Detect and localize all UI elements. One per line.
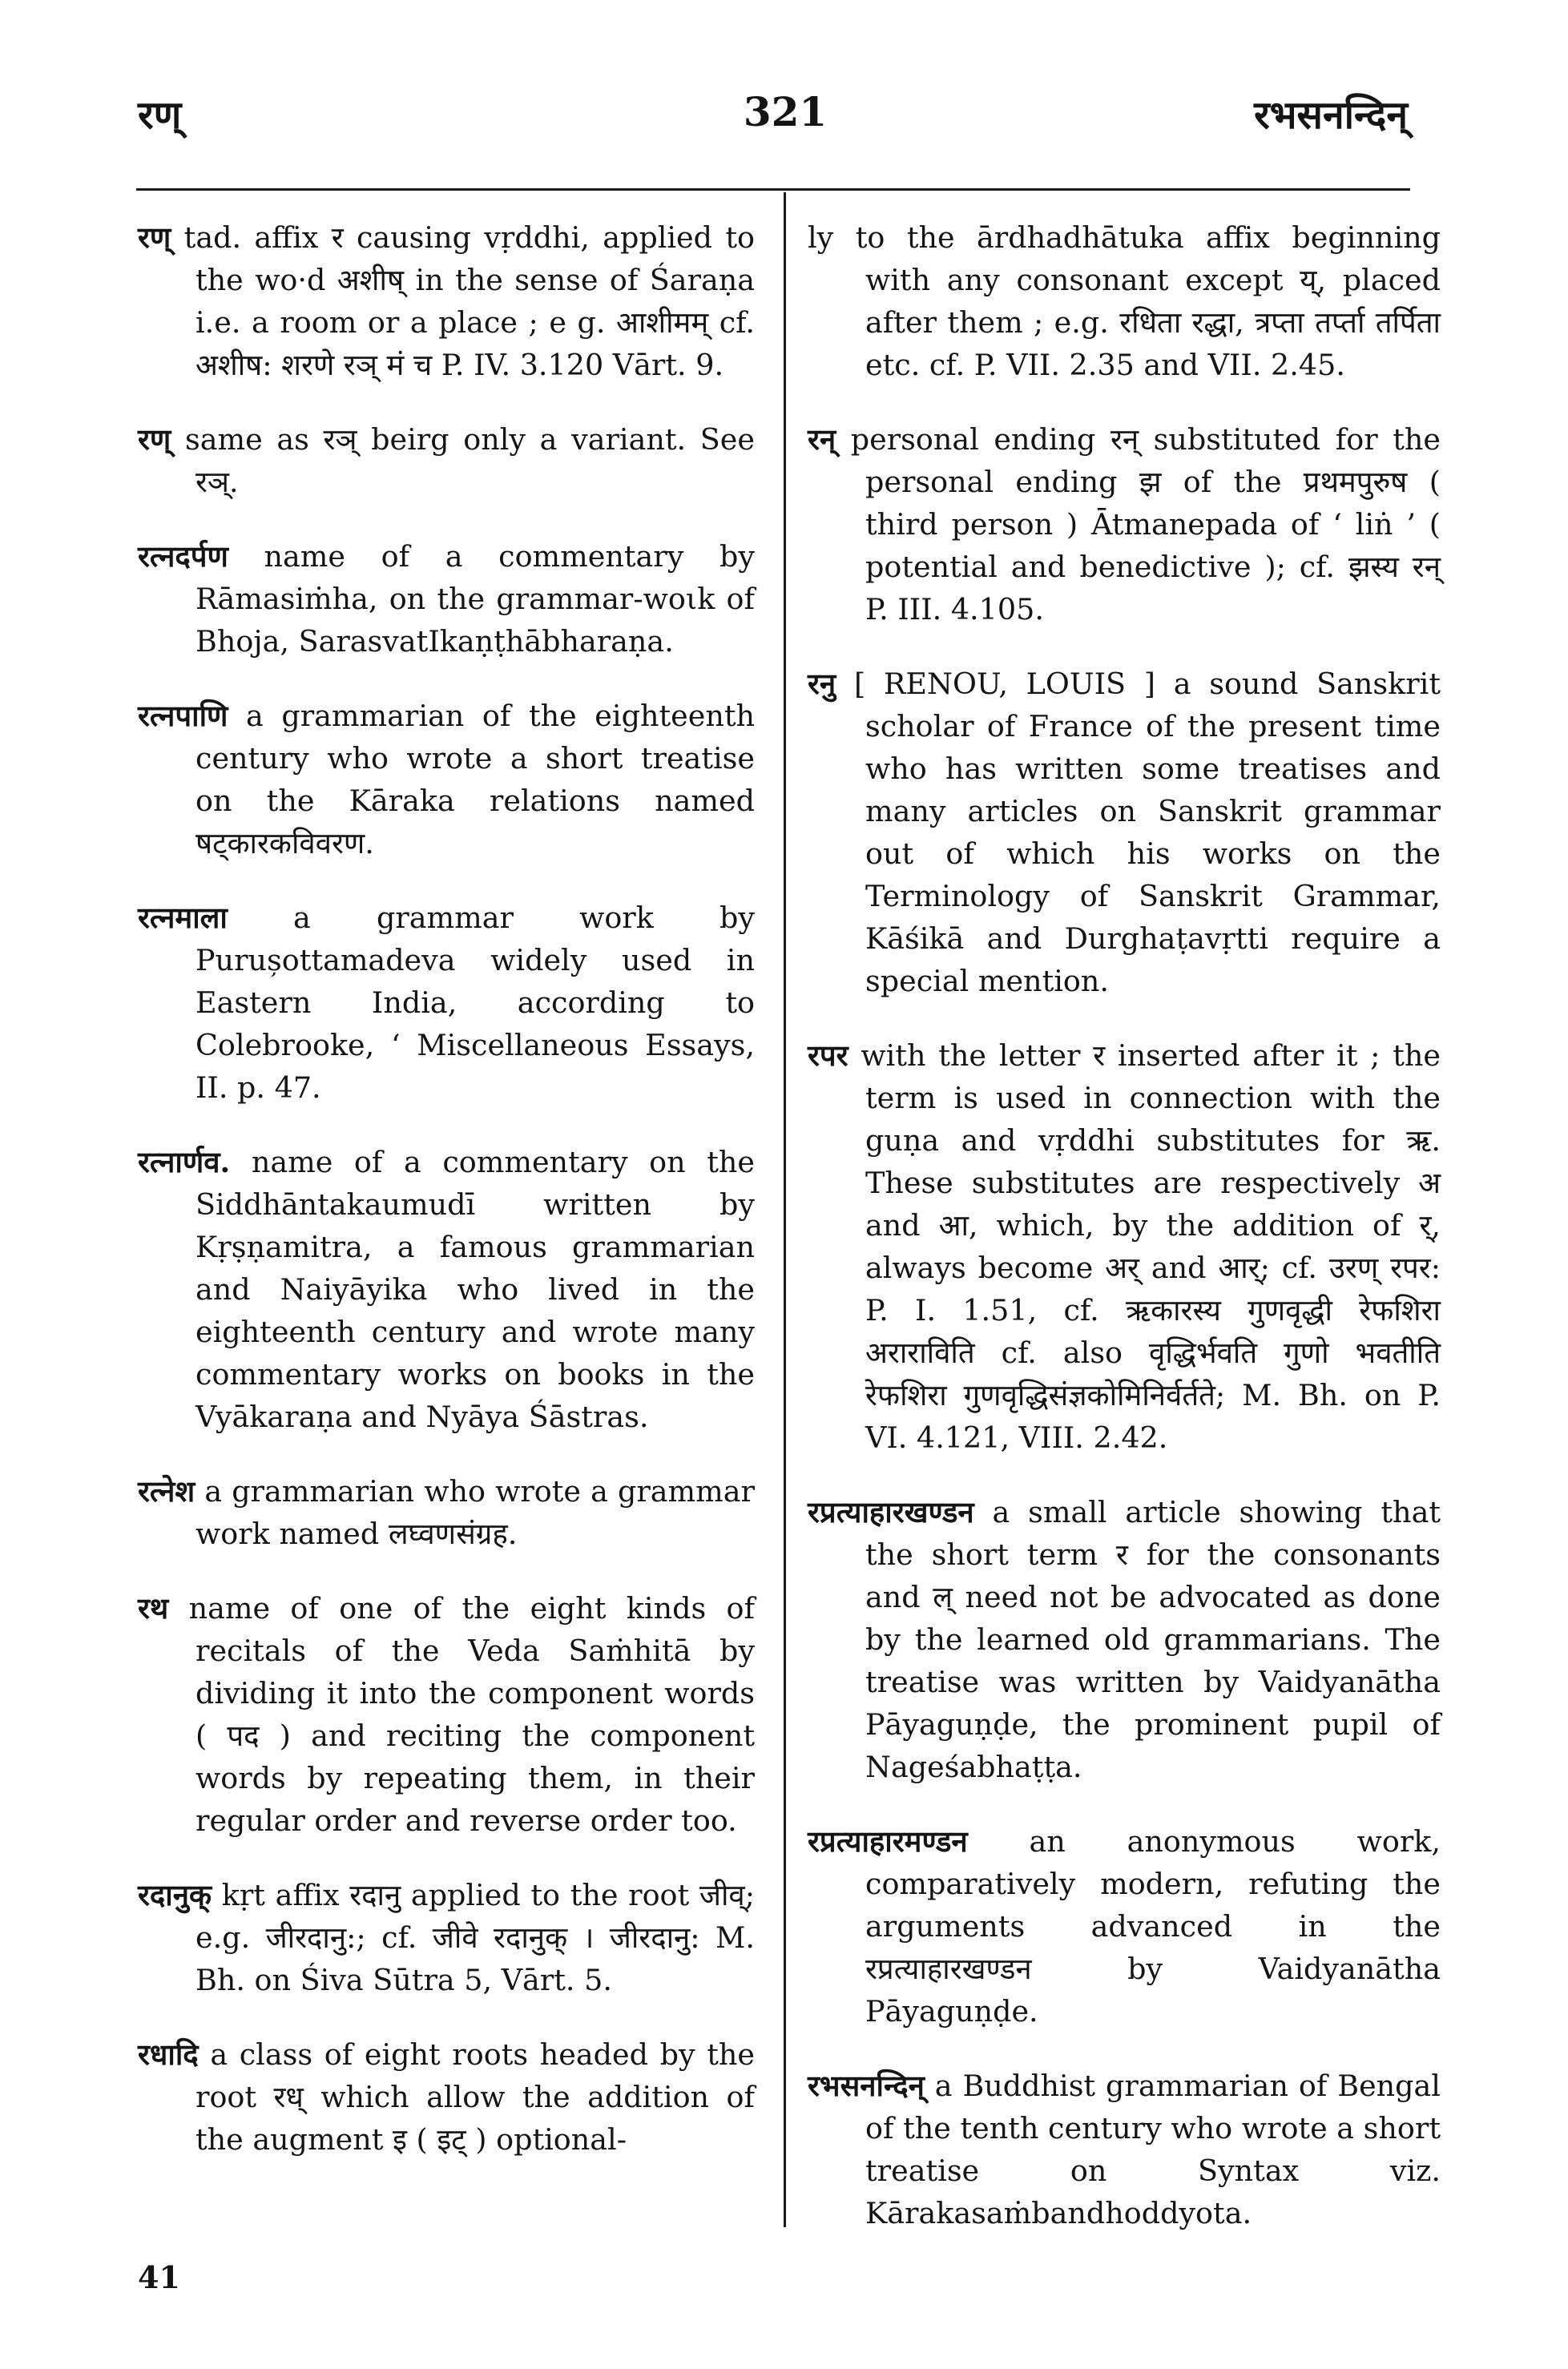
entry-text: a small article showing that the short term र for the consonants and ल् need not be advocated as done by the learned old grammarians. The treatise was written by Vaidyanātha Pāyaguṇḍe, the prominent pupil of Nageśabhaṭṭa. (865, 1495, 1441, 1784)
entry-headword: रपर (808, 1038, 848, 1073)
right-column (808, 216, 1441, 2266)
entry-headword: रत्नदर्पण (138, 539, 228, 574)
entry-headword: रप्रत्याहारखण्डन (808, 1495, 974, 1529)
entry-headword: रत्नार्णव. (138, 1145, 231, 1179)
entry-text: a grammarian of the eighteenth century who wrote a short treatise on the Kāraka relations named षट्कारकविवरण. (195, 699, 756, 860)
dictionary-entry (808, 418, 1441, 631)
entry-headword: रत्नमाला (138, 900, 228, 935)
entry-headword: रदानुक् (138, 1878, 212, 1912)
header-rule (136, 188, 1410, 191)
entry-headword: रनु (808, 667, 836, 701)
entry-text: name of a commentary on the Siddhāntakaumudī written by Kṛṣṇamitra, a famous grammarian and Naiyāyika who lived in the eighteenth century and wrote many commentary works on books in the Vyākaraṇa and Nyāya Śāstras. (195, 1145, 755, 1434)
dictionary-entry (138, 418, 755, 503)
entry-headword: रप्रत्याहारमण्डन (808, 1824, 968, 1859)
entry-text: a grammarian who wrote a grammar work named लघ्वणसंग्रह. (195, 1474, 755, 1551)
entry-text: [ RENOU, LOUIS ] a sound Sanskrit scholar of France of the present time who has written some treatises and many articles on Sanskrit grammar out of which his works on the Terminology of Sanskrit Grammar, Kāśikā and Durghaṭavṛtti require a special mention. (853, 667, 1441, 998)
dictionary-entry (808, 2065, 1441, 2234)
entry-text: same as रञ् beirg only a variant. See रञ्. (184, 422, 755, 499)
entry-headword: रथ (138, 1591, 169, 1626)
dictionary-entry-continued (808, 216, 1441, 386)
entry-text: personal ending रन् substituted for the personal ending झ of the प्रथमपुरुष ( third person ) Ātmanepada of ‘ liṅ ’ ( potential and benedictive ); cf. झस्य रन् P. III. 4.105. (850, 422, 1441, 626)
entry-text: name of one of the eight kinds of recitals of the Veda Saṁhitā by dividing it into the component words ( पद ) and reciting the component words by repeating them, in their regular order and reverse order too. (188, 1591, 755, 1838)
column-divider (784, 192, 786, 2227)
entry-headword: रण् (138, 422, 171, 457)
left-column (138, 216, 755, 2193)
dictionary-entry (138, 1874, 755, 2001)
dictionary-entry (138, 1587, 755, 1842)
entry-headword: रभसनन्दिन् (808, 2069, 925, 2103)
dictionary-entry (138, 535, 755, 663)
entry-headword: रत्नपाणि (138, 699, 228, 733)
entry-headword: रन् (808, 422, 836, 457)
dictionary-entry (808, 663, 1441, 1002)
entry-text: with the letter र inserted after it ; the term is used in connection with the guṇa and vṛddhi substitutes for ऋ. These substitutes are respectively अ and आ, which, by the addition of र्, always become अर् and आर्; cf. उरण् रपर: P. I. 1.51, cf. ऋकारस्य गुणवृद्धी रेफशिरा अराराविति cf. also वृद्धिर्भवति गुणो भवतीति रेफशिरा गुणवृद्धिसंज्ञकोमिनिर्वर्तते; M. Bh. on P. VI. 4.121, VIII. 2.42. (861, 1038, 1441, 1455)
dictionary-entry (808, 1820, 1441, 2033)
dictionary-entry (138, 1470, 755, 1555)
entry-text: a class of eight roots headed by the root रध् which allow the addition of the augment इ ( इट् ) optional- (195, 2037, 756, 2157)
running-head (0, 88, 1568, 152)
dictionary-entry (808, 1034, 1441, 1459)
entry-headword: रधादि (138, 2037, 199, 2072)
entry-text: kṛt affix रदानु applied to the root जीव्; e.g. जीरदानु:; cf. जीवे रदानुक् । जीरदानु: M. Bh. on Śiva Sūtra 5, Vārt. 5. (195, 1878, 755, 1997)
page-number: 321 (743, 88, 828, 135)
dictionary-entry (808, 1491, 1441, 1788)
dictionary-entry (138, 1141, 755, 1438)
entry-text: tad. affix र causing vṛddhi, applied to the wo·d अशीष् in the sense of Śaraṇa i.e. a room or a place ; e g. आशीमम् cf. अशीष: शरणे रञ् मं च P. IV. 3.120 Vārt. 9. (183, 220, 755, 382)
entry-text: a grammar work by Purușottamadeva widely used in Eastern India, according to Colebrooke, ‘ Miscellaneous Essays, II. p. 47. (195, 900, 756, 1105)
entry-text: an anonymous work, comparatively modern, refuting the arguments advanced in the रप्रत्याहारखण्डन by Vaidyanātha Pāyaguṇḍe. (865, 1824, 1441, 2029)
dictionary-entry (138, 2033, 755, 2161)
dictionary-entry (138, 216, 755, 386)
entry-text: ly to the ārdhadhātuka affix beginning with any consonant except य्, placed after them ; e.g. रधिता रद्धा, त्रप्ता तर्प्ता तर्पिता etc. cf. P. VII. 2.35 and VII. 2.45. (808, 220, 1441, 382)
dictionary-entry (138, 695, 755, 864)
entry-text: a Buddhist grammarian of Bengal of the tenth century who wrote a short treatise on Syntax viz. Kārakasaṁbandhoddyota. (865, 2069, 1441, 2230)
entry-headword: रण् (138, 220, 171, 255)
running-head-right: रभसनन्दिन् (1254, 93, 1408, 138)
running-head-left: रण् (138, 93, 182, 138)
dictionary-entry (138, 896, 755, 1109)
entry-text: name of a commentary by Rāmasiṁha, on the grammar-woιk of Bhoja, SarasvatIkaṇṭhābharaṇa. (195, 539, 755, 659)
signature-mark: 41 (138, 2259, 180, 2295)
entry-headword: रत्नेश (138, 1474, 195, 1509)
